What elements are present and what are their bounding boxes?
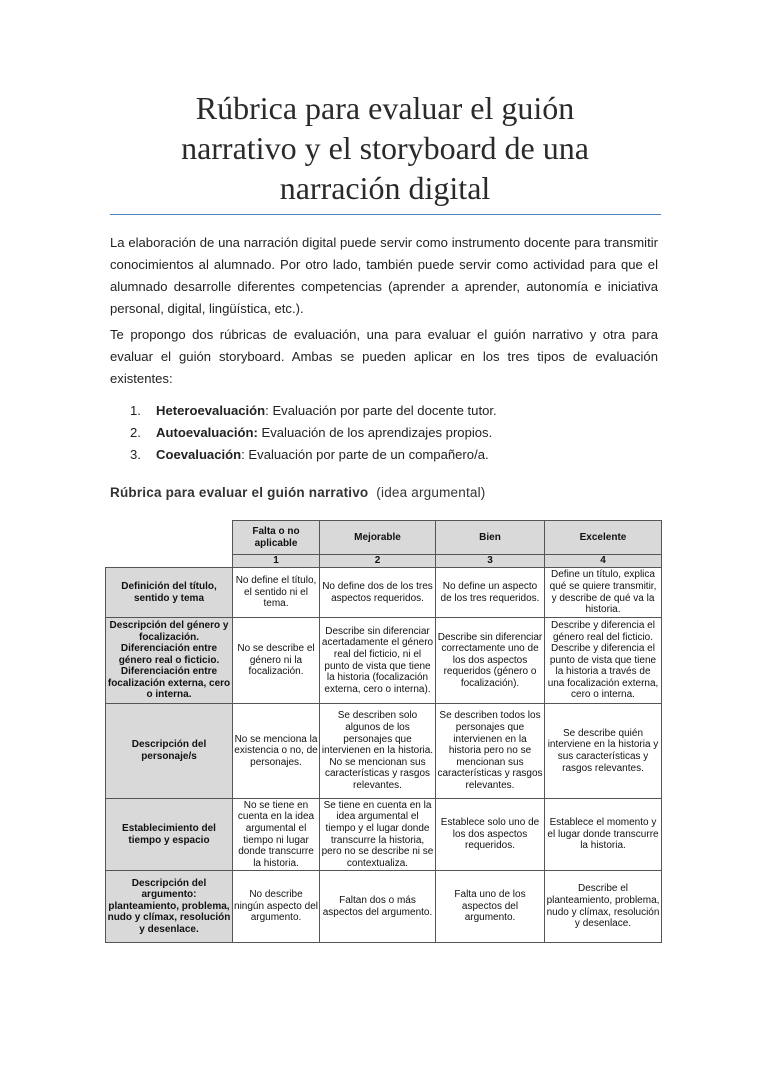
list-number: 3. [130,447,141,462]
table-row [106,704,662,799]
rubric-cell: No define un aspecto de los tres requeridos. [436,568,545,618]
list-item: 1. Heteroevaluación: Evaluación por parte del docente tutor. [130,400,497,422]
rubric-cell: No define dos de los tres aspectos requeridos. [320,568,436,618]
score-header: 4 [545,555,662,568]
rubric-cell: No se menciona la existencia o no, de personajes. [233,704,320,799]
list-desc: Evaluación por parte de un compañero/a. [248,447,489,462]
rubric-cell: Describe sin diferenciar acertadamente el género real del ficticio, ni el punto de vista que tiene la historia (focalización externa, cero o interna). [320,618,436,704]
rubric-cell: Se describen todos los personajes que intervienen en la historia pero no se mencionan sus características y rasgos relevantes. [436,704,545,799]
level-header: Falta o no aplicable [233,521,320,555]
list-term: Coevaluación [156,447,242,462]
rubric-cell: Establece solo uno de los dos aspectos requeridos. [436,799,545,871]
rubric-cell: Describe y diferencia el género real del ficticio. Describe y diferencia el punto de vista que tiene la historia a través de una focalización externa, cero o interna. [545,618,662,704]
rubric-cell: Se describen solo algunos de los personajes que intervienen en la historia. No se mencionan sus características y rasgos relevantes. [320,704,436,799]
rubric-cell: Falta uno de los aspectos del argumento. [436,871,545,943]
rubric-cell: No describe ningún aspecto del argumento. [233,871,320,943]
rubric-cell: Describe sin diferenciar correctamente uno de los dos aspectos requeridos (género o focalización). [436,618,545,704]
score-header: 1 [233,555,320,568]
section-heading [110,485,486,500]
document-title [110,88,660,208]
list-desc: Evaluación de los aprendizajes propios. [261,425,493,440]
title-divider [110,214,661,215]
rubric-cell: Faltan dos o más aspectos del argumento. [320,871,436,943]
rubric-cell: Establece el momento y el lugar donde transcurre la historia. [545,799,662,871]
list-item: 3. Coevaluación: Evaluación por parte de un compañero/a. [130,444,497,466]
table-row [106,871,662,943]
section-heading-note: (idea argumental) [376,485,486,500]
table-header-row [106,521,662,555]
score-header: 2 [320,555,436,568]
table-row [106,568,662,618]
rubric-cell: Define un título, explica qué se quiere transmitir, y describe de qué va la historia. [545,568,662,618]
title-line-1: Rúbrica para evaluar el guión [195,90,575,126]
rubric-cell: Se describe quién interviene en la historia y sus características y rasgos relevantes. [545,704,662,799]
title-line-2: narrativo y el storyboard de una [181,130,589,166]
table-row [106,618,662,704]
list-number: 2. [130,425,141,440]
table-row [106,799,662,871]
level-header: Excelente [545,521,662,555]
section-heading-bold: Rúbrica para evaluar el guión narrativo [110,485,369,500]
criterion-cell: Definición del título, sentido y tema [106,568,233,618]
list-term: Heteroevaluación [156,403,266,418]
list-item [130,422,497,444]
list-number: 1. [130,403,141,418]
score-header: 3 [436,555,545,568]
title-line-3: narración digital [279,170,491,206]
criterion-cell: Descripción del argumento: planteamiento, problema, nudo y clímax, resolución y desenlace. [106,871,233,943]
criterion-cell: Descripción del personaje/s [106,704,233,799]
rubric-cell: No se describe el género ni la focalización. [233,618,320,704]
table-score-row [106,555,662,568]
evaluation-types-list [130,400,497,466]
rubric-cell: Se tiene en cuenta en la idea argumental el tiempo y el lugar donde transcurre la historia, pero no se describe ni se contextualiza. [320,799,436,871]
level-header: Bien [436,521,545,555]
list-desc: Evaluación por parte del docente tutor. [272,403,497,418]
intro-paragraph-1: La elaboración de una narración digital puede servir como instrumento docente para transmitir conocimientos al alumnado. Por otro lado, también puede servir como actividad para que el alumnado desarrolle diferentes competencias (aprender a aprender, autonomía e iniciativa personal, digital, lingüística, etc.). [110,235,658,316]
criterion-cell: Descripción del género y focalización. Diferenciación entre género real o ficticio. Diferenciación entre focalización externa, cero o interna. [106,618,233,704]
rubric-cell: No define el título, el sentido ni el tema. [233,568,320,618]
rubric-cell: Describe el planteamiento, problema, nudo y clímax, resolución y desenlace. [545,871,662,943]
rubric-table [105,520,662,943]
list-term: Autoevaluación: [156,425,258,440]
rubric-cell: No se tiene en cuenta en la idea argumental el tiempo ni lugar donde transcurre la historia. [233,799,320,871]
intro-paragraph-2: Te propongo dos rúbricas de evaluación, una para evaluar el guión narrativo y otra para evaluar el guión storyboard. Ambas se pueden aplicar en los tres tipos de evaluación existentes: [110,327,658,386]
criterion-cell: Establecimiento del tiempo y espacio [106,799,233,871]
level-header: Mejorable [320,521,436,555]
